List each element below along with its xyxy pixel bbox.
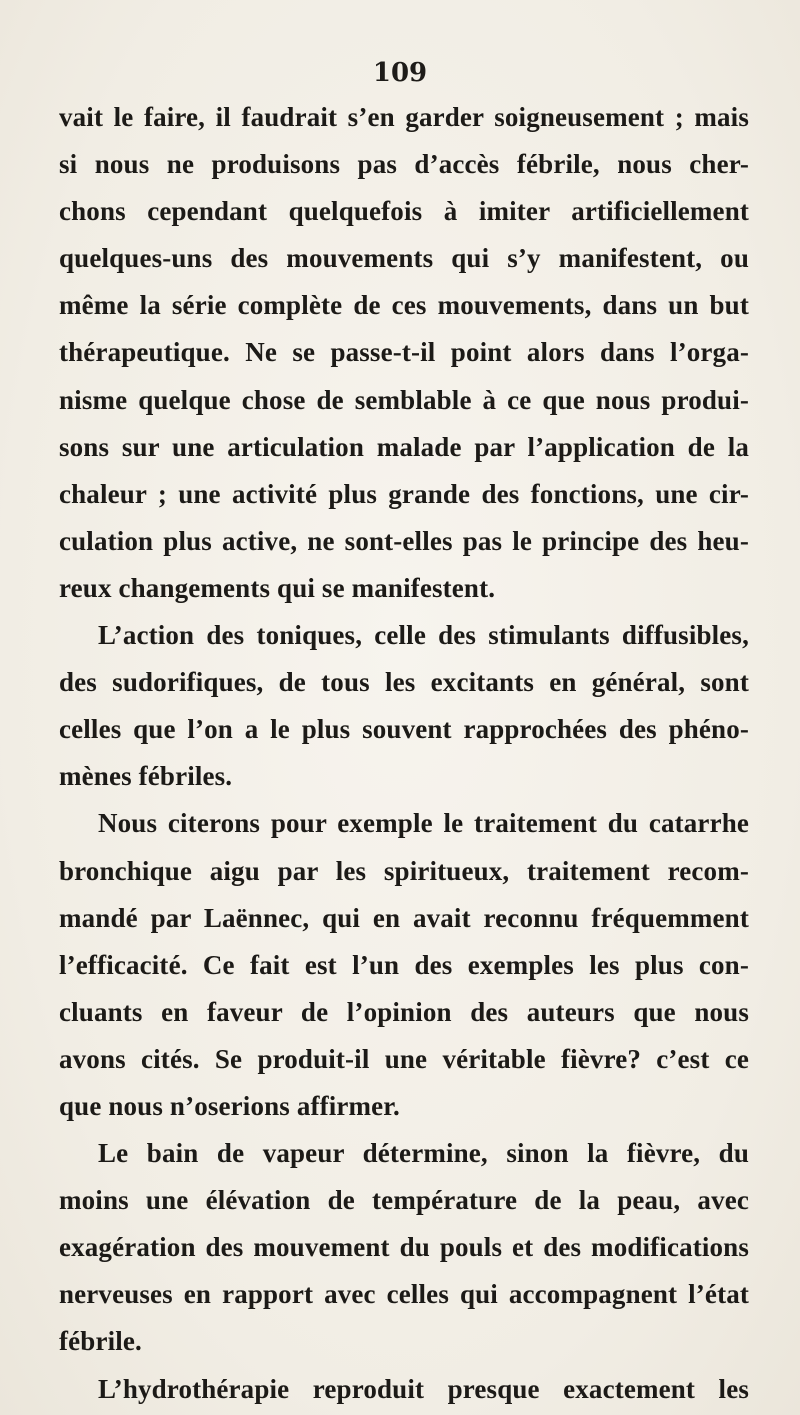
text-line: chons cependant quelquefois à imiter artificiellement [59, 196, 749, 227]
text-line: culation plus active, ne sont-elles pas le principe des heu- [59, 525, 749, 556]
text-line: si nous ne produisons pas d’accès fébrile, nous cher- [59, 149, 749, 180]
text-line: des sudorifiques, de tous les excitants en général, sont [59, 667, 749, 698]
text-line: Nous citerons pour exemple le traitement du catarrhe [98, 808, 749, 839]
text-line: que nous n’oserions affirmer. [59, 1090, 400, 1121]
text-line: L’hydrothérapie reproduit presque exactement les [98, 1373, 749, 1404]
text-line: cluants en faveur de l’opinion des auteurs que nous [59, 996, 749, 1027]
text-line: sons sur une articulation malade par l’application de la [59, 431, 749, 462]
page-number: 109 [372, 58, 428, 88]
text-line: thérapeutique. Ne se passe-t-il point alors dans l’orga- [59, 337, 749, 368]
text-line: l’efficacité. Ce fait est l’un des exemples les plus con- [59, 949, 749, 980]
text-line: fébrile. [59, 1326, 142, 1357]
text-line: chaleur ; une activité plus grande des fonctions, une cir- [59, 478, 749, 509]
text-line: nerveuses en rapport avec celles qui accompagnent l’état [59, 1279, 749, 1310]
text-line: celles que l’on a le plus souvent rapprochées des phéno- [59, 714, 749, 745]
text-line: Le bain de vapeur détermine, sinon la fièvre, du [98, 1138, 749, 1169]
text-line: mandé par Laënnec, qui en avait reconnu fréquemment [59, 902, 749, 933]
text-line: mènes fébriles. [59, 761, 233, 792]
text-line: avons cités. Se produit-il une véritable fièvre? c’est ce [59, 1043, 749, 1074]
text-line: même la série complète de ces mouvements, dans un but [59, 290, 749, 321]
text-line: bronchique aigu par les spiritueux, traitement recom- [59, 855, 749, 886]
text-line: quelques-uns des mouvements qui s’y manifestent, ou [59, 243, 749, 274]
body-text [59, 94, 749, 1413]
text-line: reux changements qui se manifestent. [59, 572, 496, 603]
text-line: exagération des mouvement du pouls et des modifications [59, 1232, 749, 1263]
text-line: moins une élévation de température de la peau, avec [59, 1185, 749, 1216]
text-line: vait le faire, il faudrait s’en garder soigneusement ; mais [59, 102, 749, 132]
text-line: nisme quelque chose de semblable à ce que nous produi- [59, 384, 749, 415]
text-line: L’action des toniques, celle des stimulants diffusibles, [98, 620, 749, 651]
